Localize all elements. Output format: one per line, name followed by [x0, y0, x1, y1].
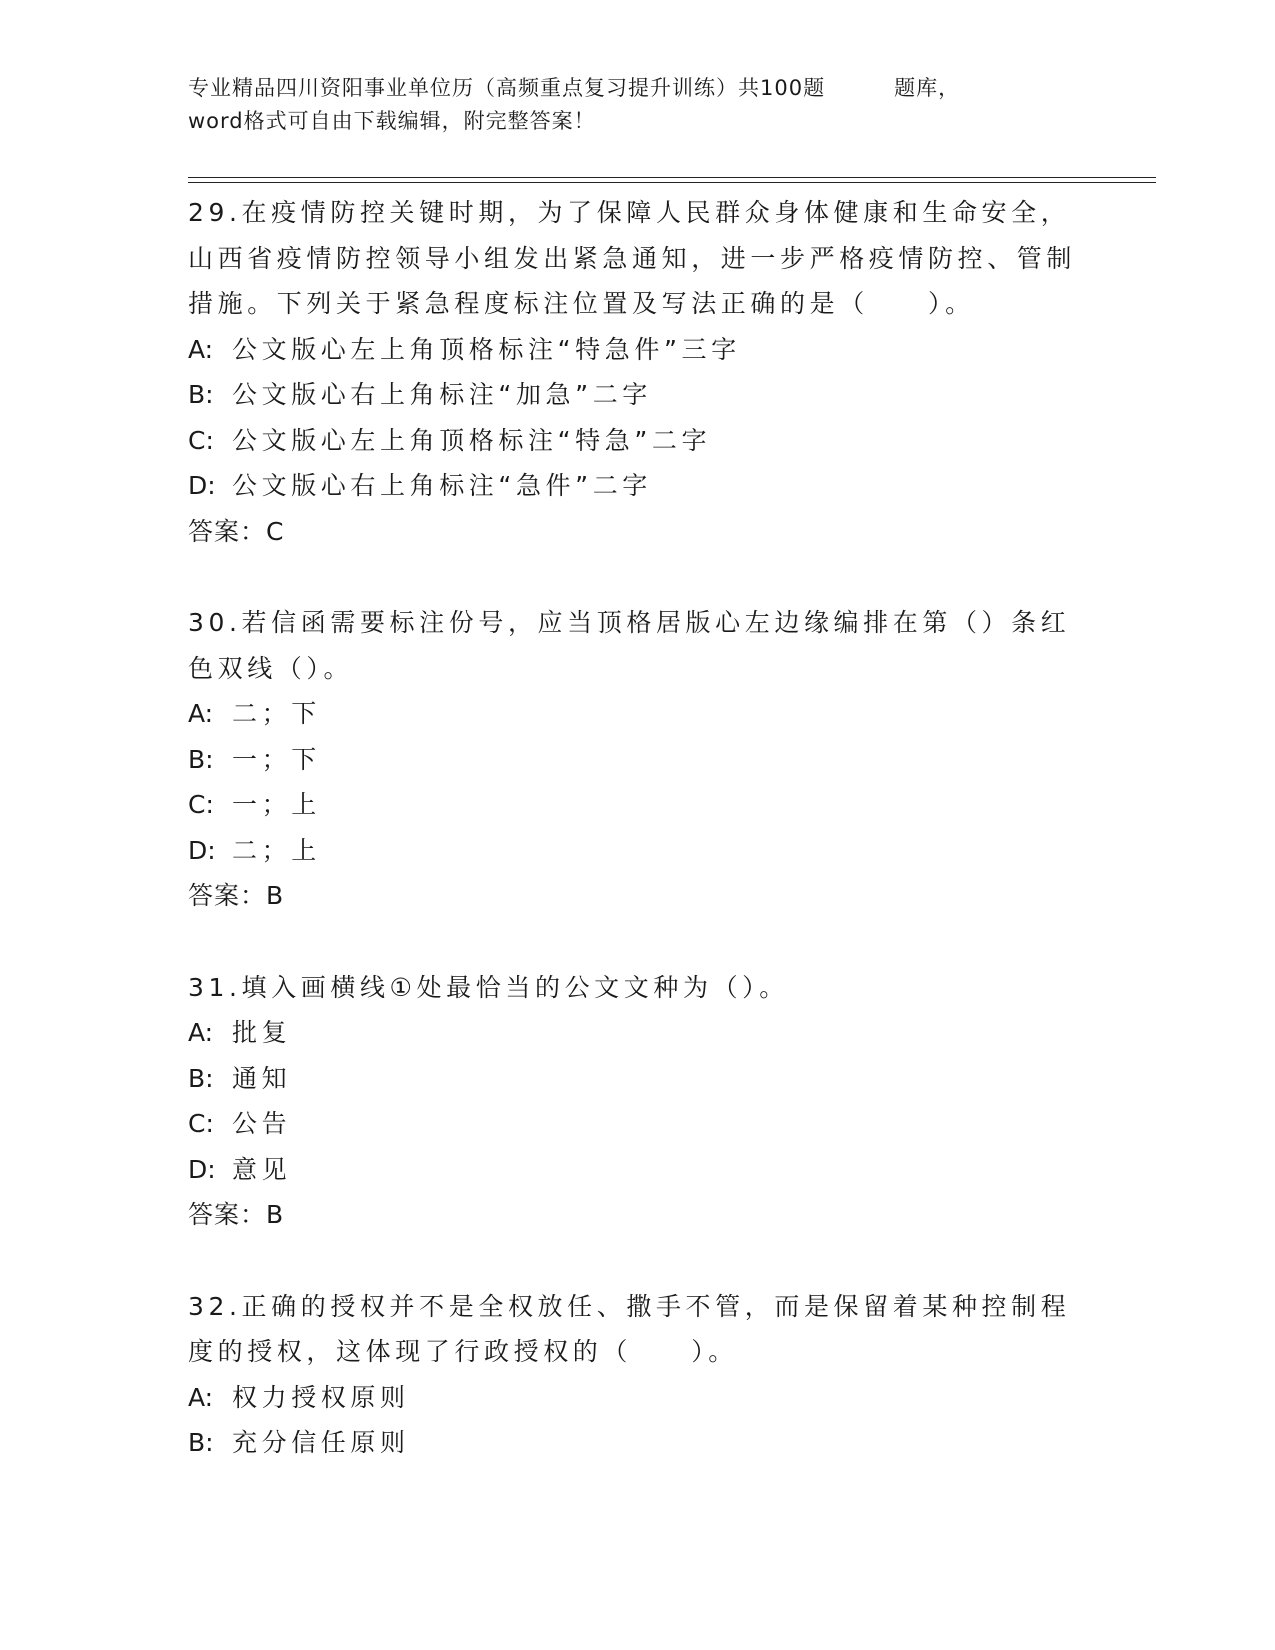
option-key: B: — [188, 1063, 214, 1093]
question-stem: 31.填入画横线①处最恰当的公文文种为（）。 — [188, 972, 789, 1002]
option-text: 公文版心右上角标注“急件”二字 — [232, 471, 652, 500]
option-a — [188, 691, 1088, 737]
option-b — [188, 737, 1088, 783]
option-text: 二；上 — [232, 835, 321, 865]
header-rule-top — [188, 177, 1156, 178]
option-a — [188, 327, 1088, 373]
option-d — [188, 463, 1088, 509]
question-stem: 32.正确的授权并不是全权放任、撒手不管，而是保留着某种控制程度的授权，这体现了行政授权的（ ）。 — [188, 1291, 1071, 1366]
option-b — [188, 1420, 1088, 1466]
question-31 — [188, 965, 1088, 1238]
header-rule-bottom — [188, 182, 1156, 183]
option-text: 一；下 — [232, 744, 321, 774]
option-text: 一；上 — [232, 790, 321, 819]
question-stem: 29.在疫情防控关键时期，为了保障人民群众身体健康和生命安全，山西省疫情防控领导小组发出紧急通知，进一步严格疫情防控、管制措施。下列关于紧急程度标注位置及写法正确的是（ ）。 — [188, 198, 1077, 318]
option-text: 公文版心右上角标注“加急”二字 — [232, 380, 652, 409]
header-line-2: word格式可自由下载编辑，附完整答案！ — [188, 109, 596, 133]
option-key: A: — [188, 699, 214, 728]
option-text: 二；下 — [232, 699, 321, 728]
option-key: A: — [188, 334, 214, 364]
option-key: D: — [188, 471, 216, 500]
header-line-1: 专业精品四川资阳事业单位历（高频重点复习提升训练）共100题 题库， — [188, 76, 961, 100]
option-text: 公文版心左上角顶格标注“特急”二字 — [232, 425, 712, 455]
option-key: C: — [188, 1109, 214, 1138]
option-b — [188, 372, 1088, 418]
option-b — [188, 1056, 1088, 1102]
option-key: C: — [188, 425, 214, 455]
option-text: 意见 — [232, 1154, 292, 1184]
option-text: 公文版心左上角顶格标注“特急件”三字 — [232, 334, 741, 364]
option-a — [188, 1010, 1088, 1056]
option-key: B: — [188, 380, 214, 409]
option-key: B: — [188, 744, 214, 774]
answer: 答案：B — [188, 1200, 285, 1229]
option-key: D: — [188, 1154, 216, 1184]
option-text: 批复 — [232, 1018, 292, 1047]
option-a — [188, 1375, 1088, 1421]
option-key: A: — [188, 1382, 214, 1412]
answer: 答案：B — [188, 881, 285, 910]
option-d — [188, 1147, 1088, 1193]
option-c — [188, 782, 1088, 828]
question-32 — [188, 1284, 1088, 1466]
option-text: 权力授权原则 — [232, 1382, 410, 1412]
question-29 — [188, 190, 1088, 554]
option-text: 公告 — [232, 1109, 292, 1138]
question-30 — [188, 600, 1088, 919]
option-key: B: — [188, 1428, 214, 1457]
option-d — [188, 828, 1088, 874]
document-header — [188, 72, 1088, 138]
question-stem: 30.若信函需要标注份号，应当顶格居版心左边缘编排在第（）条红色双线（）。 — [188, 608, 1071, 683]
option-c — [188, 418, 1088, 464]
option-key: D: — [188, 835, 216, 865]
option-c — [188, 1101, 1088, 1147]
option-text: 充分信任原则 — [232, 1428, 410, 1457]
option-key: C: — [188, 790, 214, 819]
question-list — [188, 190, 1088, 1512]
option-key: A: — [188, 1018, 214, 1047]
option-text: 通知 — [232, 1063, 292, 1093]
answer: 答案：C — [188, 516, 285, 546]
